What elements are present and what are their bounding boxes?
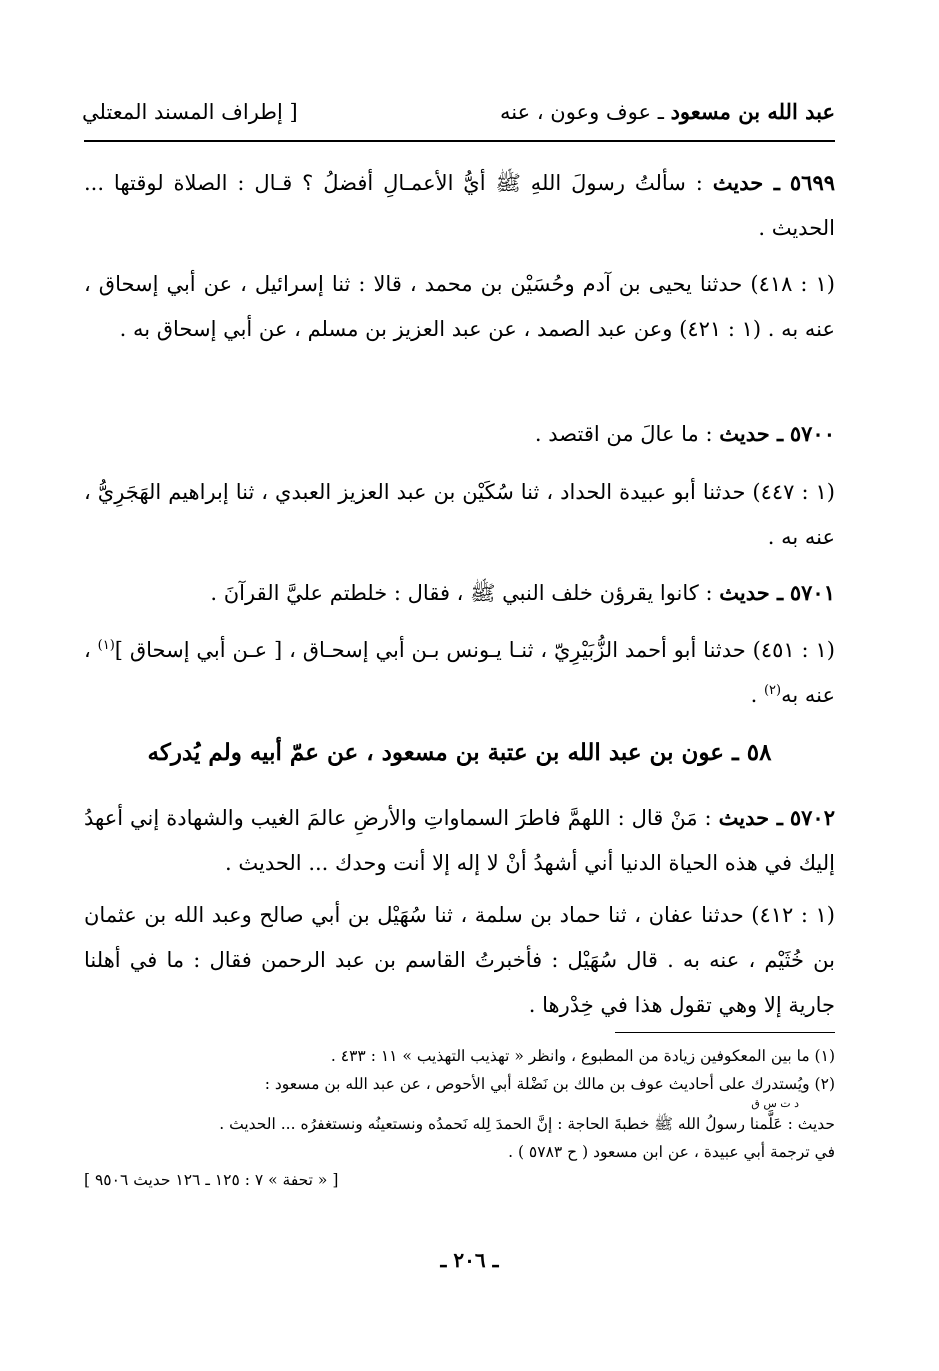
isnad-5702 — [84, 893, 835, 1028]
header-subchapter: ـ عوف وعون ، عنه — [500, 100, 664, 124]
footnote-2-tuhfa: [ « تحفة » ٧ : ١٢٥ ـ ١٢٦ حديث ٩٥٠٦ ] — [84, 1171, 339, 1189]
footnote-2-hadith: حديث : عَلَّمنا رسولُ الله ﷺ خطبةَ الحاجة : إنَّ الحمدَ لِله نَحمدُه ونستعينُه ونستغفرُه ... الحديث . — [219, 1115, 835, 1133]
entry-text: : سألتُ رسولَ اللهِ ﷺ أيُّ الأعمـالِ أفضلُ ؟ قـال : الصلاة لوقتها ... الحديث . — [84, 171, 835, 240]
isnad-text: (١ : ٤١٨) حدثنا يحيى بن آدم وحُسَيْن بن محمد ، قالا : ثنا إسرائيل ، عن أبي إسحاق ، عنه به . (١ : ٤٢١) وعن عبد الصمد ، عن عبد العزيز بن مسلم ، عن أبي إسحاق به . — [84, 272, 835, 341]
hadith-entry-5702 — [84, 795, 835, 886]
running-header — [82, 92, 835, 132]
isnad-text: (١ : ٤١٢) حدثنا عفان ، ثنا حماد بن سلمة ، ثنا سُهَيْل بن أبي صالح وعبد الله بن عثمان بن خُثَيْم ، عنه به . قال سُهَيْل : فأخبرتُ القاسم بن عبد الرحمن فقال : ما في أهلنا جارية إلا وهي تقول هذا في خِدْرها . — [84, 903, 835, 1017]
isnad-text-part-2: ، عنه به — [84, 638, 835, 707]
entry-number: ٥٧٠٢ — [789, 805, 835, 830]
header-book-title: [ إطراف المسند المعتلي — [82, 100, 298, 124]
header-chapter — [500, 92, 835, 132]
entry-text: : مَنْ قال : اللهمَّ فاطرَ السماواتِ والأرضِ عالمَ الغيب والشهادة إني أعهدُ إليك في هذه الحياة الدنيا أني أشهدُ أنْ لا إله إلا أنت وحدك ... الحديث . — [84, 806, 835, 875]
entry-label: ـ حديث — [719, 421, 784, 446]
footnote-ref-1[interactable]: (١) — [97, 638, 115, 653]
section-heading: ٥٨ ـ عون بن عبد الله بن عتبة بن مسعود ، عن عمّ أبيه ولم يُدركه — [147, 739, 772, 766]
isnad-text-part-3: . — [750, 683, 764, 707]
entry-number: ٥٧٠١ — [789, 580, 835, 605]
header-chapter-name: عبد الله بن مسعود — [670, 99, 835, 124]
footnote-2: (٢) ويُستدرك على أحاديث عوف بن مالك بن نَضْلة أبي الأحوص ، عن عبد الله بن مسعود : — [264, 1075, 835, 1093]
footnote-ref-2[interactable]: (٢) — [763, 683, 782, 698]
page-number: ـ ٢٠٦ ـ — [440, 1248, 499, 1272]
hadith-entry-5700 — [84, 411, 835, 457]
entry-text: : كانوا يقرؤن خلف النبي ﷺ ، فقال : خلطتم عليَّ القرآنَ . — [210, 581, 713, 605]
entry-number: ٥٦٩٩ — [789, 170, 836, 195]
entry-label: ـ حديث — [712, 170, 780, 195]
entry-text: : ما عالَ من اقتصد . — [534, 422, 713, 446]
footnote-1: (١) ما بين المعكوفين زيادة من المطبوع ، وانظر « تهذيب التهذيب » ١١ : ٤٣٣ . — [330, 1047, 835, 1065]
footnote-sigla: د ت س ق — [751, 1097, 799, 1110]
entry-number: ٥٧٠٠ — [789, 421, 835, 446]
header-rule — [84, 140, 835, 142]
isnad-5700 — [84, 470, 835, 560]
footnotes — [84, 1042, 835, 1194]
isnad-5701 — [84, 628, 835, 718]
footnote-rule — [615, 1032, 835, 1033]
isnad-5699 — [84, 262, 835, 352]
entry-label: ـ حديث — [718, 805, 783, 830]
footnote-2-reference: في ترجمة أبي عبيدة ، عن ابن مسعود ( ح ٥٧٨٣ ) . — [508, 1143, 835, 1161]
hadith-entry-5699 — [84, 160, 835, 251]
hadith-entry-5701 — [84, 570, 835, 616]
isnad-text: (١ : ٤٤٧) حدثنا أبو عبيدة الحداد ، ثنا سُكَيْن بن عبد العزيز العبدي ، ثنا إبراهيم الهَجَرِيُّ ، عنه به . — [84, 480, 835, 549]
entry-label: ـ حديث — [719, 580, 784, 605]
isnad-text-part-1: (١ : ٤٥١) حدثنا أبو أحمد الزُّبَيْرِيّ ، ثنـا يـونس بـن أبي إسحـاق ، [ عـن أبي إسحاق ] — [114, 638, 835, 662]
